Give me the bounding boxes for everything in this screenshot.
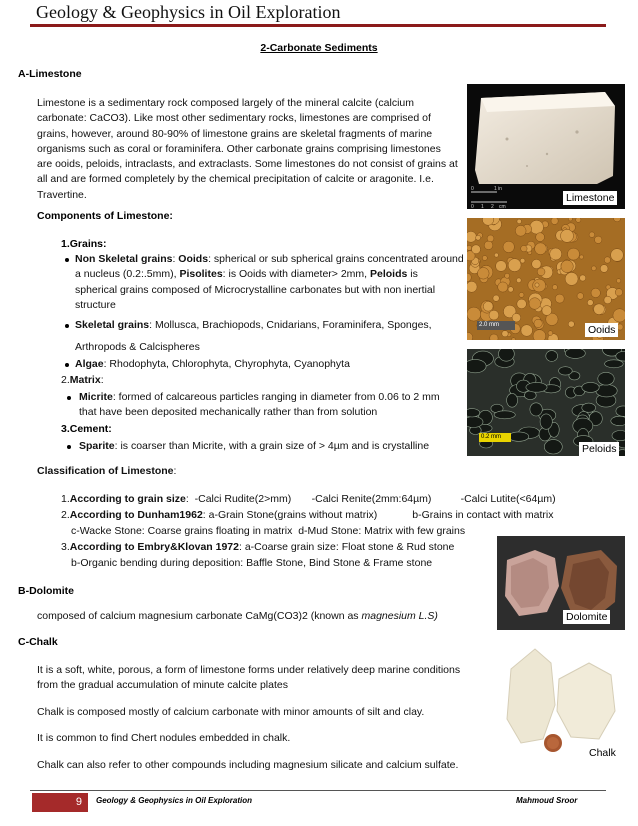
- micrite-text: : formed of calcareous particles ranging in diameter from 0.06 to 2 mm: [112, 391, 440, 403]
- section-title: 2-Carbonate Sediments: [260, 42, 378, 54]
- limestone-line-5: are ooids, peloids, intraclasts, and extraclasts. Some limestones do not consist of grains at: [37, 158, 458, 171]
- peloid-grain: [467, 417, 483, 428]
- ooid-grain: [537, 268, 545, 276]
- ooid-grain: [494, 253, 498, 257]
- ooid-grain: [521, 325, 533, 337]
- ooid-grain: [594, 304, 605, 315]
- classification-heading: [37, 464, 176, 479]
- ooid-grain: [478, 268, 490, 280]
- chalk-image: [497, 639, 625, 763]
- sparite-label: Sparite: [79, 440, 115, 452]
- class-3-number: 3.: [61, 541, 70, 553]
- peloid-grain: [612, 431, 625, 441]
- skeletal-text: : Mollusca, Brachiopods, Cnidarians, Foraminifera, Sponges,: [149, 319, 432, 331]
- ooid-grain: [476, 235, 481, 240]
- ooid-grain: [604, 296, 612, 304]
- peloid-grain: [582, 382, 599, 392]
- ooid-grain: [591, 288, 600, 297]
- ooid-grain: [604, 257, 610, 263]
- ooid-grain: [516, 278, 521, 283]
- ooid-grain: [472, 245, 481, 254]
- pisolites-text: : is Ooids with diameter> 2mm,: [222, 268, 370, 281]
- ooid-grain: [520, 258, 525, 263]
- footer-divider: [30, 790, 606, 791]
- ooid-grain: [467, 332, 473, 340]
- limestone-scale-cm-one: 1: [481, 204, 484, 209]
- algae-label: Algae: [75, 358, 104, 370]
- footer-title: Geology & Geophysics in Oil Exploration: [96, 796, 253, 805]
- peloids-photo: [467, 349, 625, 456]
- class-1-label: According to grain size: [69, 493, 186, 505]
- class-2-text: : a-Grain Stone(grains without matrix) b-Grains in contact with matrix: [202, 509, 554, 521]
- ooid-grain: [489, 310, 499, 320]
- ooid-grain: [589, 232, 595, 238]
- ooid-grain: [579, 255, 583, 259]
- limestone-scale-in-value: 1: [494, 186, 497, 192]
- matrix-colon: :: [100, 374, 104, 386]
- dolomite-heading: B-Dolomite: [18, 585, 74, 597]
- matrix-label: Matrix: [69, 374, 101, 386]
- ooid-grain: [530, 220, 544, 234]
- ooid-grain: [467, 281, 477, 292]
- ooid-grain: [505, 273, 510, 278]
- limestone-line-3: grains, however, around 80-90% of limestone grains are skeletal fragments of marine: [37, 127, 433, 140]
- limestone-scale-cm-two: 2: [491, 204, 494, 209]
- chalk-caption: Chalk: [586, 746, 619, 760]
- class-2-label: According to Dunham1962: [69, 509, 203, 521]
- bullet: [67, 396, 71, 400]
- ooids-label: Ooids: [178, 253, 209, 265]
- ooid-grain: [565, 272, 578, 285]
- bullet: [65, 363, 69, 367]
- ooid-grain: [614, 218, 621, 222]
- footer-author: Mahmoud Sroor: [516, 796, 578, 805]
- ooid-grain: [508, 287, 513, 292]
- peloid-grain: [605, 360, 624, 368]
- ooid-grain: [536, 233, 545, 242]
- ooid-grain: [587, 300, 593, 306]
- peloid-grain: [559, 367, 573, 375]
- ooid-grain: [490, 334, 498, 340]
- peloid-grain: [507, 393, 518, 407]
- algae-item: [75, 357, 465, 372]
- peloid-grain: [540, 414, 552, 429]
- peloid-grain: [494, 411, 515, 419]
- ooids-caption: Ooids: [585, 323, 618, 337]
- ooid-grain: [591, 266, 596, 271]
- ooid-grain: [615, 289, 622, 296]
- classification-2: [61, 508, 581, 523]
- ooid-grain: [551, 218, 558, 225]
- chalk-paragraph-3: It is common to find Chert nodules embedded in chalk.: [37, 732, 291, 744]
- peloid-grain: [530, 403, 542, 416]
- peloids-caption: Peloids: [579, 442, 619, 456]
- classification-colon: :: [173, 465, 177, 477]
- limestone-line-6: all and are formed completely by the chemical precipitation of calcite or aragonite. I.e.: [37, 173, 434, 186]
- ooid-grain: [561, 229, 574, 242]
- peloid-grain: [565, 349, 585, 358]
- ooid-grain: [493, 295, 499, 301]
- ooid-grain: [508, 259, 521, 272]
- bullet: [67, 445, 71, 449]
- peloid-grain: [467, 359, 486, 372]
- ooid-grain: [555, 294, 564, 303]
- micrite-item: [79, 390, 469, 421]
- peloid-grain: [611, 416, 625, 425]
- classification-label: Classification of Limestone: [37, 465, 174, 477]
- ooid-grain: [568, 321, 574, 327]
- ooids-photo: [467, 218, 625, 340]
- skeletal-grains-item: [75, 318, 465, 333]
- ooid-grain: [533, 330, 546, 340]
- header-divider: [30, 24, 606, 27]
- ooid-grain: [502, 331, 508, 337]
- sparite-text: : is coarser than Micrite, with a grain size of > 4µm and is crystalline: [114, 440, 430, 452]
- ooid-grain: [613, 309, 625, 322]
- micrite-line-2: that have been deposited mechanically rather than from solution: [79, 406, 378, 419]
- dolomite-text-italic: magnesium L.S): [361, 610, 438, 622]
- limestone-scale-in-unit: in: [498, 186, 502, 192]
- limestone-heading: A-Limestone: [18, 68, 82, 80]
- ooid-grain: [532, 259, 541, 268]
- peloid-grain: [467, 409, 480, 417]
- sparite-item: [79, 439, 469, 454]
- ooid-grain: [568, 248, 580, 260]
- ooid-grain: [467, 273, 471, 282]
- grains-heading: 1.Grains:: [61, 238, 107, 250]
- ooid-grain: [534, 319, 542, 327]
- chalk-paragraph-4: Chalk can also refer to other compounds including magnesium silicate and calcium sulfate.: [37, 759, 459, 771]
- ooid-grain: [552, 285, 557, 290]
- ooids-text: : spherical or sub spherical grains concentrated around: [208, 253, 464, 265]
- limestone-scale-cm-zero: 0: [471, 204, 474, 209]
- peloid-grain: [616, 406, 625, 416]
- classification-3-line-2: b-Organic bending during deposition: Baffle Stone, Bind Stone & Frame stone: [71, 557, 433, 569]
- ooid-grain: [595, 236, 602, 243]
- ooid-grain: [498, 282, 508, 292]
- limestone-scale-cm-unit: cm: [499, 204, 506, 209]
- page-number: 9: [32, 793, 88, 812]
- classification-1: [61, 492, 581, 507]
- ooid-grain: [487, 235, 494, 242]
- ooid-grain: [568, 218, 572, 221]
- ooid-grain: [561, 260, 573, 272]
- components-heading: Components of Limestone:: [37, 210, 173, 222]
- dolomite-text-main: composed of calcium magnesium carbonate CaMg(CO3)2 (known as: [37, 610, 362, 622]
- class-3-label: According to Embry&Klovan 1972: [69, 541, 239, 553]
- ooid-grain: [517, 299, 527, 309]
- nonskeletal-line-3: spherical grains composed of Microcrystalline carbonates but with non inertial: [75, 283, 436, 296]
- classification-2-line-2: c-Wacke Stone: Coarse grains floating in matrix d-Mud Stone: Matrix with few grains: [71, 525, 466, 537]
- ooid-grain: [576, 218, 581, 222]
- ooid-grain: [529, 298, 541, 310]
- pisolites-label: Pisolites: [179, 268, 223, 281]
- micrite-label: Micrite: [79, 391, 113, 403]
- ooid-grain: [577, 293, 584, 300]
- limestone-paragraph: [37, 96, 462, 203]
- peloids-label: Peloids: [370, 268, 408, 281]
- peloids-scale-bar: 0.2 mm: [479, 433, 511, 442]
- limestone-caption: Limestone: [563, 191, 617, 205]
- peloids-text: is: [407, 268, 418, 281]
- dolomite-text: [37, 609, 438, 624]
- ooid-grain: [503, 241, 514, 252]
- chalk-paragraph-1: [37, 663, 477, 694]
- nonskeletal-label: Non Skeletal grains: [75, 253, 173, 265]
- peloid-grain: [509, 432, 529, 441]
- nonskeletal-line-4: structure: [75, 298, 116, 311]
- ooid-grain: [467, 307, 481, 321]
- chalk-line-1: It is a soft, white, porous, a form of limestone forms under relatively deep marine conditions: [37, 664, 461, 676]
- sep: :: [172, 253, 179, 265]
- cement-heading: 3.Cement:: [61, 423, 112, 435]
- limestone-line-2: carbonate: CaCO3). Like most other sedimentary rocks, limestones are comprised of: [37, 112, 431, 125]
- chalk-line-2: from the gradual accumulation of minute calcite plates: [37, 679, 288, 692]
- class-1-number: 1.: [61, 493, 70, 505]
- nonskeletal-line-2: a nucleus (0.2:.5mm),: [75, 268, 180, 281]
- ooid-grain: [517, 219, 522, 224]
- limestone-line-1: Limestone is a sedimentary rock composed largely of the mineral calcite (calcium: [37, 97, 414, 109]
- peloid-grain: [598, 372, 614, 385]
- limestone-line-4: organisms such as coral or foraminifera. Other carbonate grains comprising limestones: [37, 142, 441, 155]
- class-3-text: : a-Coarse grain size: Float stone & Rud stone: [238, 541, 455, 553]
- ooid-grain: [467, 245, 472, 250]
- ooid-grain: [519, 292, 524, 297]
- ooid-grain: [535, 243, 547, 255]
- ooid-grain: [515, 225, 526, 236]
- chalk-paragraph-2: Chalk is composed mostly of calcium carbonate with minor amounts of silt and clay.: [37, 706, 425, 718]
- bullet: [65, 324, 69, 328]
- matrix-heading: [61, 373, 104, 388]
- ooid-grain: [496, 261, 507, 272]
- algae-text: : Rhodophyta, Chlorophyta, Chyrophyta, Cyanophyta: [103, 358, 350, 370]
- chalk-heading: C-Chalk: [18, 636, 58, 648]
- ooid-grain: [482, 256, 487, 261]
- ooid-grain: [550, 248, 562, 260]
- peloid-grain: [499, 349, 515, 361]
- ooid-grain: [511, 338, 515, 340]
- skeletal-line-2: Arthropods & Calcispheres: [75, 341, 200, 353]
- ooid-grain: [484, 241, 493, 250]
- matrix-number: 2.: [61, 374, 70, 386]
- dolomite-caption: Dolomite: [563, 610, 610, 624]
- nonskeletal-grains-item: [75, 252, 465, 313]
- bullet: [65, 258, 69, 262]
- ooid-grain: [611, 249, 624, 262]
- ooid-grain: [548, 331, 553, 336]
- limestone-line-7: Travertine.: [37, 188, 87, 201]
- ooids-scale-bar: 2.0 mm: [477, 321, 515, 330]
- class-2-number: 2.: [61, 509, 70, 521]
- ooid-grain: [467, 231, 476, 242]
- ooid-grain: [600, 265, 608, 273]
- peloid-grain: [526, 382, 547, 392]
- ooid-grain: [542, 306, 552, 316]
- skeletal-label: Skeletal grains: [75, 319, 150, 331]
- chalk-photo: [497, 639, 625, 763]
- peloid-grain: [546, 351, 558, 362]
- peloid-grain: [544, 440, 562, 454]
- ooid-grain: [616, 279, 620, 283]
- limestone-scale-zero: 0: [471, 186, 474, 192]
- ooid-grain: [580, 275, 586, 281]
- ooid-grain: [483, 301, 493, 311]
- ooid-grain: [521, 245, 527, 251]
- peloid-grain: [582, 403, 596, 412]
- page-header-title: Geology & Geophysics in Oil Exploration: [36, 2, 341, 22]
- class-1-text: : -Calci Rudite(2>mm) -Calci Renite(2mm:64µm) -Calci Lutite(<64µm): [185, 493, 556, 505]
- ooid-grain: [535, 283, 539, 287]
